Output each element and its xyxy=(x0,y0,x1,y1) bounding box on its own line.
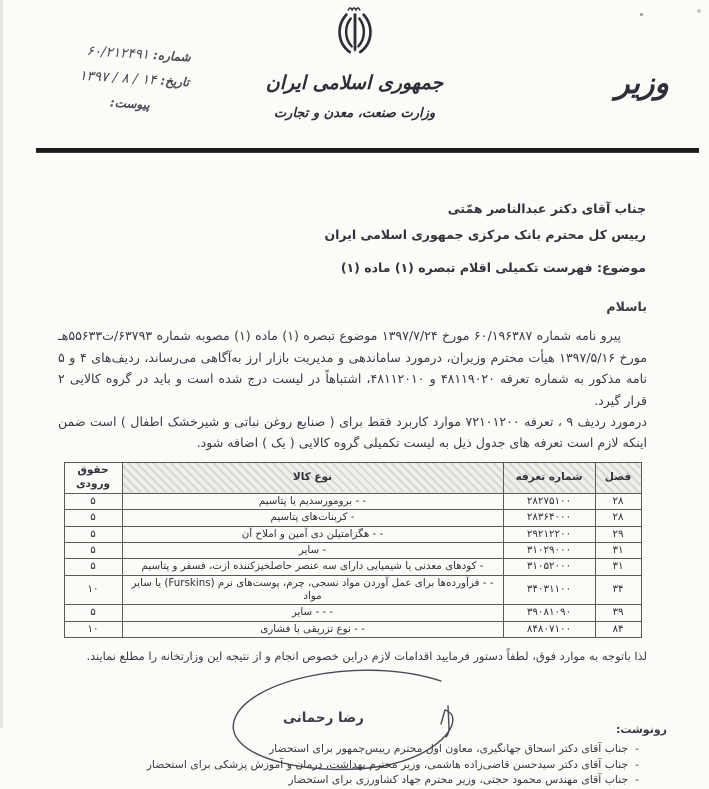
cell-goods-type: - - فرآورده‌ها برای عمل آوردن مواد نسجی، چرم، پوست‌های نرم (Furskins) یا سایر مواد xyxy=(122,575,503,605)
cell-import-duty: ۵ xyxy=(64,605,122,621)
cell-tariff-no: ۲۹۲۱۲۲۰۰ xyxy=(503,526,595,542)
cell-goods-type: - - نوع تزریقی یا فشاری xyxy=(122,621,503,637)
date-value: ۱۴ / ۸ / ۱۳۹۷ xyxy=(78,67,157,89)
cell-import-duty: ۵ xyxy=(64,493,122,509)
tariff-table xyxy=(64,462,642,638)
body-paragraph-1: پیرو نامه شماره ۶۰/۱۹۶۳۸۷ مورخ ۱۳۹۷/۷/۲۴ موضوع تبصره (۱) ماده (۱) مصوبه شماره ۶۳۷۹۳/ت۵۵۶۳۳هـ مورخ ۱۳۹۷/۵/۱۶ هیأت محترم وزیران، درمورد ساماندهی و مدیریت بازار ارز به‌آگاهی می‌رساند، ردیف‌های ۴ و ۵ نامه مذکور به شماره تعرفه ۴۸۱۱۹۰۲۰ و ۴۸۱۱۲۰۱۰، اشتباهاً در لیست درج شده است و باید در گروه کالایی ۲ قرار گیرد. xyxy=(58,328,648,408)
body-paragraph-2: درمورد ردیف ۹ ، تعرفه ۷۲۱۰۱۲۰۰ موارد کاربرد فقط برای ( صنایع روغن نباتی و شیرخشک اطفال ) است ضمن اینکه لازم است تعرفه های جدول ذیل به لیست تکمیلی گروه کالایی ( یک ) اضافه شود. xyxy=(58,414,647,451)
salutation: باسلام xyxy=(606,299,647,314)
letter-body xyxy=(58,296,667,787)
cc-label: رونوشت: xyxy=(615,722,667,736)
cell-chapter: ۲۹ xyxy=(595,526,641,542)
cell-tariff-no: ۸۴۸۰۷۱۰۰ xyxy=(503,621,595,637)
cell-tariff-no: ۲۸۲۷۵۱۰۰ xyxy=(503,493,595,509)
table-row xyxy=(64,559,641,575)
closing-line: لذا باتوجه به موارد فوق، لطفاً دستور فرمایید اقدامات لازم دراین خصوص انجام و از نتیجه این وزارتخانه را مطلع نمایند. xyxy=(86,649,647,664)
table-row xyxy=(64,493,641,509)
cc-item-text: جناب آقای مهندس محمود حجتی، وزیر محترم جهاد کشاورزی برای استحضار xyxy=(288,773,629,787)
subject-line: موضوع: فهرست تکمیلی اقلام تبصره (۱) ماده (۱) xyxy=(340,260,646,275)
cell-goods-type: - - برومورسدیم یا پتاسیم xyxy=(122,493,503,509)
cell-import-duty: ۵ xyxy=(64,559,122,575)
header-chapter: فصل xyxy=(595,462,641,493)
minister-title: وزير xyxy=(615,66,669,101)
table-row xyxy=(64,526,641,542)
recipient-block xyxy=(324,196,646,249)
table-row xyxy=(64,575,641,605)
cc-block xyxy=(27,721,667,789)
table-row xyxy=(64,605,641,621)
date-label: تاريخ: xyxy=(160,73,190,90)
cell-tariff-no: ۳۱۰۵۲۰۰۰ xyxy=(503,559,595,575)
cell-chapter: ۲۸ xyxy=(595,510,641,526)
cell-tariff-no: ۳۱۰۲۹۰۰۰ xyxy=(503,542,595,558)
cc-bullet: - xyxy=(635,742,639,756)
cell-import-duty: ۵ xyxy=(64,510,122,526)
cell-import-duty: ۱۰ xyxy=(64,621,122,637)
cell-tariff-no: ۳۹۰۸۱۰۹۰ xyxy=(503,605,595,621)
cc-item xyxy=(27,742,639,755)
table-row xyxy=(64,621,641,637)
cell-chapter: ۳۱ xyxy=(595,559,641,575)
letterhead-divider-rule xyxy=(36,148,699,153)
cc-item xyxy=(27,773,639,786)
cc-item xyxy=(27,758,639,771)
number-label: شماره: xyxy=(152,48,192,65)
cc-bullet: - xyxy=(635,757,639,771)
signatory-name: رضا رحمانی xyxy=(283,709,364,726)
cell-import-duty: ۵ xyxy=(64,542,122,558)
cc-item-text: جناب آقای دکتر اسحاق جهانگیری، معاون اول محترم رییس‌جمهور برای استحضار xyxy=(268,742,629,756)
cell-import-duty: ۱۰ xyxy=(64,575,122,605)
letter-attachment-line xyxy=(12,89,188,116)
cell-chapter: ۳۹ xyxy=(595,605,641,621)
table-row xyxy=(64,510,641,526)
attachment-label: پيوست: xyxy=(109,95,151,112)
cell-chapter: ۲۸ xyxy=(595,493,641,509)
cell-chapter: ۳۴ xyxy=(595,575,641,605)
cell-chapter: ۳۱ xyxy=(595,542,641,558)
tariff-table-header-row xyxy=(64,462,641,493)
cell-goods-type: - کودهای معدنی یا شیمیایی دارای سه عنصر حاصلخیزکننده ازت، فسفر و پتاسیم xyxy=(122,559,503,575)
recipient-title: رییس کل محترم بانک مرکزی جمهوری اسلامی ایران xyxy=(324,227,646,243)
cc-item-text: جناب آقای دکتر سیدحسن قاضی‌زاده هاشمی، وزیر محترم بهداشت، درمان و آموزش پزشکی برای استحضار xyxy=(146,757,629,771)
cell-import-duty: ۵ xyxy=(64,526,122,542)
header-tariff-no: شماره تعرفه xyxy=(503,462,595,493)
cell-tariff-no: ۲۸۳۶۴۰۰۰ xyxy=(503,510,595,526)
table-row xyxy=(64,542,641,558)
cell-goods-type: - سایر xyxy=(122,542,503,558)
org-name: جمهوری اسلامی ایران xyxy=(265,72,444,94)
cell-goods-type: - - هگزامتیلن دی آمین و املاح آن xyxy=(122,526,503,542)
header-import-duty: حقوق ورودی xyxy=(64,462,122,493)
letter-meta-block xyxy=(12,39,191,125)
ministry-name: وزارت صنعت، معدن و تجارت xyxy=(273,106,436,121)
recipient-name: جناب آقای دکتر عبدالناصر همّتی xyxy=(447,201,646,216)
cell-goods-type: - کربنات‌های پتاسیم xyxy=(122,510,503,526)
number-value: ۶۰/۲۱۲۴۹۱ xyxy=(86,43,150,63)
cc-bullet: - xyxy=(635,773,639,787)
cell-tariff-no: ۳۴۰۳۱۱۰۰ xyxy=(503,575,595,605)
cell-chapter: ۸۴ xyxy=(595,621,641,637)
iran-emblem-icon xyxy=(332,4,378,58)
signature-area xyxy=(58,669,667,787)
cell-goods-type: - - - سایر xyxy=(122,605,503,621)
letter-date-line xyxy=(14,64,190,91)
header-goods-type: نوع کالا xyxy=(122,462,503,493)
